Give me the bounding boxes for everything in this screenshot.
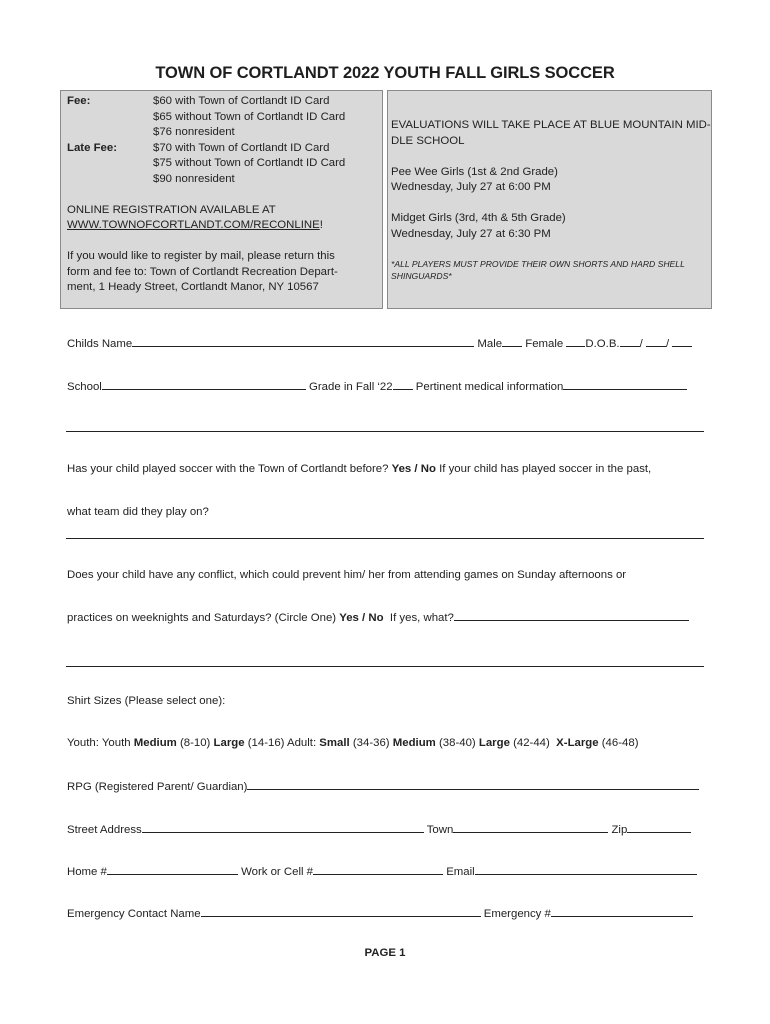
town-field[interactable] [453,820,608,833]
child-name-field[interactable] [132,334,474,347]
guardian-row: RPG (Registered Parent/ Guardian) [67,777,699,793]
late-fee-label: Late Fee: [67,141,118,154]
peewee-group: Pee Wee Girls (1st & 2nd Grade) [391,165,558,178]
school-row: School Grade in Fall ‘22 Pertinent medical information [67,377,687,393]
conflict-details-field[interactable] [454,608,689,621]
page-number: PAGE 1 [364,947,406,959]
male-field[interactable] [502,334,522,347]
emergency-name-field[interactable] [201,904,481,917]
online-registration-link-line: WWW.TOWNOFCORTLANDT.COM/RECONLINE! [67,219,323,231]
late-fee-line: $70 with Town of Cortlandt ID Card [153,141,330,154]
zip-field[interactable] [627,820,691,833]
youth-medium-option[interactable]: Medium [133,737,177,749]
work-phone-field[interactable] [313,862,443,875]
mail-instructions: ment, 1 Heady Street, Cortlandt Manor, NY 10567 [67,281,319,293]
street-field[interactable] [142,820,424,833]
contact-row: Home # Work or Cell # Email [67,862,697,878]
adult-medium-option[interactable]: Medium [392,737,436,749]
conflict-question: Does your child have any conflict, which could prevent him/ her from attending games on Sunday afternoons or [67,569,627,581]
evaluations-box [387,90,712,309]
adult-xlarge-option[interactable]: X-Large [556,737,599,749]
conflict-yes-no[interactable]: Yes / No [339,612,384,624]
conflict-details-line[interactable] [66,666,704,667]
fee-line: $60 with Town of Cortlandt ID Card [153,95,330,107]
guardian-field[interactable] [247,777,699,790]
midget-group: Midget Girls (3rd, 4th & 5th Grade) [391,212,566,224]
registration-link[interactable]: WWW.TOWNOFCORTLANDT.COM/RECONLINE [67,219,320,231]
fee-line: $76 nonresident [153,126,235,138]
mail-instructions: form and fee to: Town of Cortlandt Recreation Depart- [67,265,338,278]
home-phone-field[interactable] [107,862,238,875]
grade-field[interactable] [393,377,413,390]
team-answer-line[interactable] [66,538,704,539]
medical-info-field[interactable] [563,377,687,390]
emergency-row: Emergency Contact Name Emergency # [67,904,693,920]
fee-line: $65 without Town of Cortlandt ID Card [153,110,346,123]
played-before-question: Has your child played soccer with the Town of Cortlandt before? Yes / No If your child has played soccer in the past, [67,463,652,475]
equipment-note: SHINGUARDS* [391,271,452,281]
midget-time: Wednesday, July 27 at 6:30 PM [391,227,551,240]
shirt-size-label: Shirt Sizes (Please select one): [67,695,226,707]
played-yes-no[interactable]: Yes / No [391,463,436,475]
shirt-size-options: Youth: Youth Medium (8-10) Large (14-16) Adult: Small (34-36) Medium (38-40) Large (42-44) X-Large (46-48) [67,737,639,749]
youth-large-option[interactable]: Large [213,737,245,749]
team-question: what team did they play on? [67,506,209,518]
conflict-question-2: practices on weeknights and Saturdays? (Circle One) Yes / No If yes, what? [67,608,689,624]
child-info-row: Childs Name Male Female D.O.B. / / [67,334,692,350]
late-fee-line: $90 nonresident [153,172,235,185]
page-title: TOWN OF CORTLANDT 2022 YOUTH FALL GIRLS SOCCER [155,64,615,82]
dob-year-field[interactable] [672,334,692,347]
peewee-time: Wednesday, July 27 at 6:00 PM [391,181,551,193]
school-field[interactable] [102,377,306,390]
equipment-note: *ALL PLAYERS MUST PROVIDE THEIR OWN SHORTS AND HARD SHELL [391,259,685,269]
evaluations-header: EVALUATIONS WILL TAKE PLACE AT BLUE MOUNTAIN MID- [391,119,711,131]
late-fee-line: $75 without Town of Cortlandt ID Card [153,157,346,169]
address-row: Street Address Town Zip [67,820,691,836]
dob-day-field[interactable] [646,334,666,347]
mail-instructions: If you would like to register by mail, please return this [67,250,335,262]
dob-month-field[interactable] [620,334,640,347]
evaluations-header: DLE SCHOOL [391,134,465,147]
fee-label: Fee: [67,95,91,107]
adult-large-option[interactable]: Large [478,737,510,749]
email-field[interactable] [475,862,697,875]
online-registration-text: ONLINE REGISTRATION AVAILABLE AT [67,203,276,216]
medical-info-line[interactable] [66,431,704,432]
adult-small-option[interactable]: Small [319,737,350,749]
emergency-number-field[interactable] [551,904,693,917]
dob-spacer [566,334,585,347]
fee-info-box [60,90,383,309]
